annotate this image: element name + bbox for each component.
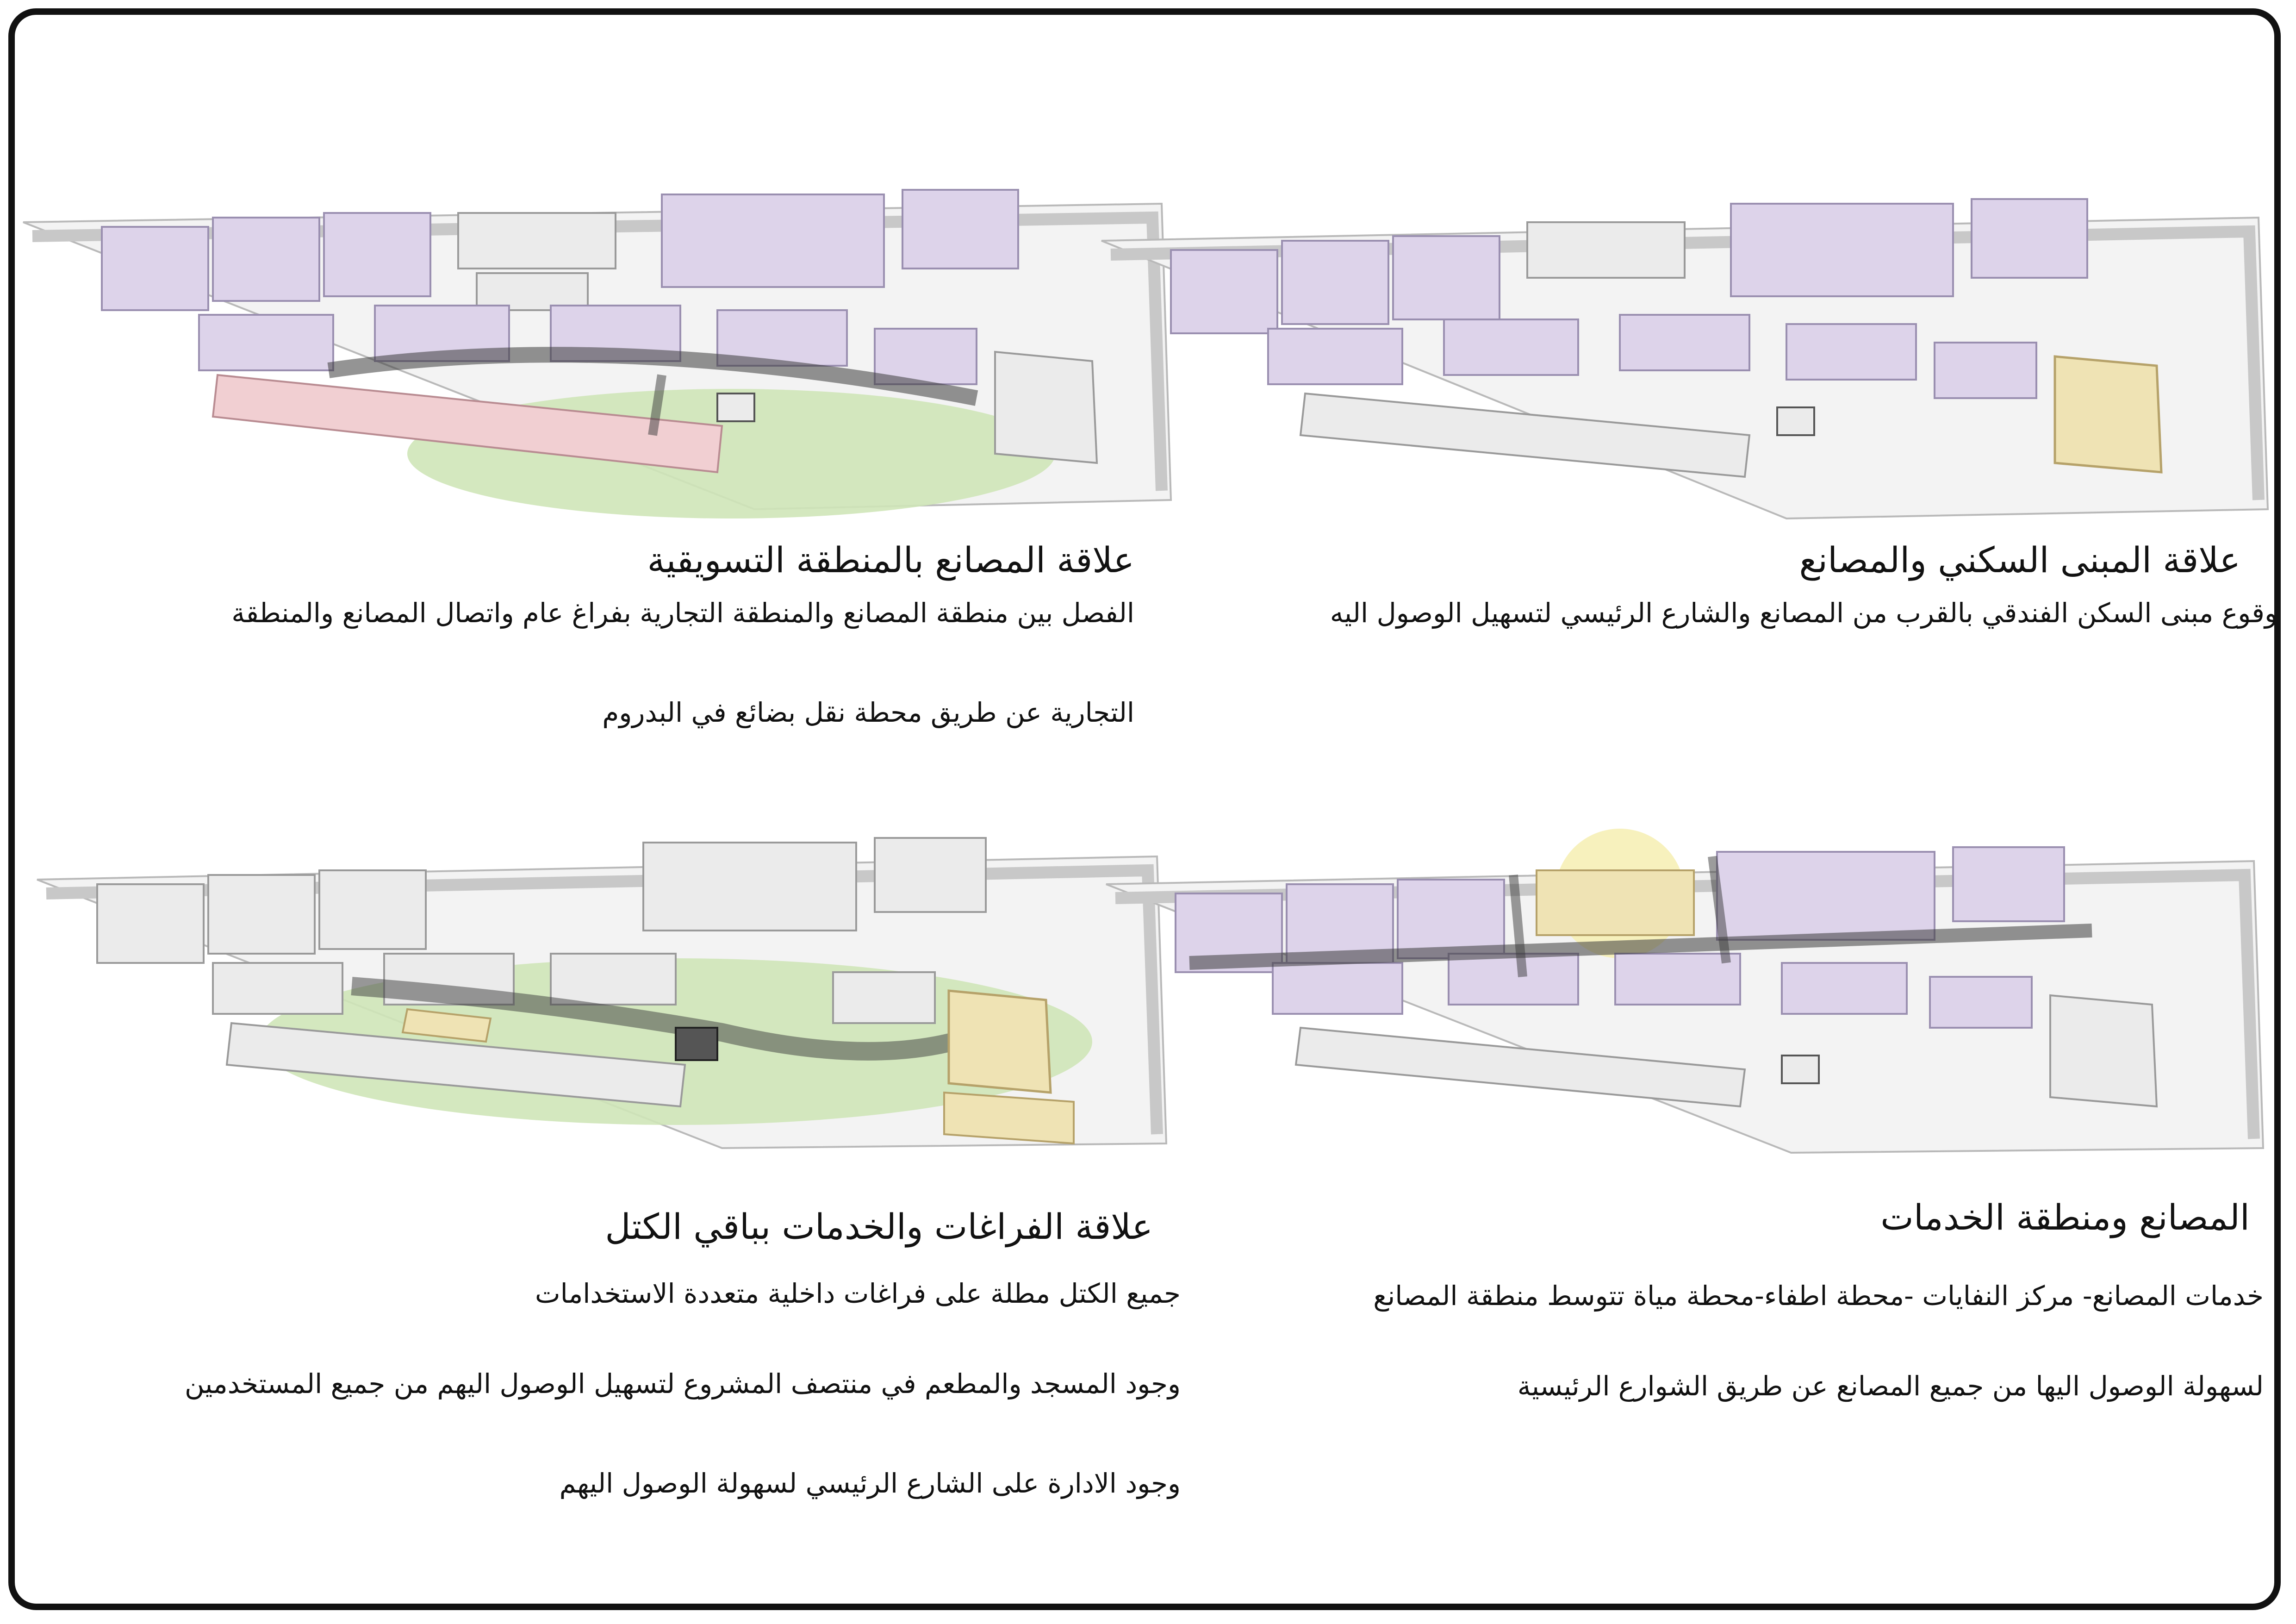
panel-description-line: وجود المسجد والمطعم في منتصف المشروع لتسهيل الوصول اليهم من جميع المستخدمين (185, 1368, 1181, 1399)
service-blocks (1537, 870, 1694, 935)
mosque (1782, 1056, 1819, 1083)
panel-description-line: الفصل بين منطقة المصانع والمنطقة التجارية بفراغ عام واتصال المصانع والمنطقة (231, 597, 1134, 629)
panel-title: علاقة الفراغات والخدمات بباقي الكتل (605, 1206, 1153, 1247)
site-plan-factories-commercial (14, 176, 1180, 537)
panel-title: علاقة المصانع بالمنطقة التسويقية (647, 539, 1134, 581)
admin-building (995, 352, 1097, 463)
panel-title: علاقة المبنى السكني والمصانع (1799, 539, 2240, 581)
site-plan-spaces-services (28, 824, 1185, 1157)
admin-building (944, 1093, 1074, 1143)
mosque (676, 1028, 717, 1060)
mosque (1777, 407, 1814, 435)
panel-spaces-services (28, 824, 1185, 1157)
panel-description-line: لسهولة الوصول اليها من جميع المصانع عن طريق الشوارع الرئيسية (1517, 1370, 2264, 1402)
housing-building (2055, 356, 2161, 472)
mosque (717, 394, 754, 421)
panel-description-line: وقوع مبنى السكن الفندقي بالقرب من المصانع والشارع الرئيسي لتسهيل الوصول اليه (1330, 597, 2277, 629)
admin-building (2050, 995, 2157, 1106)
site-plan-housing-factories (1092, 176, 2277, 537)
panel-description-line: جميع الكتل مطلة على فراغات داخلية متعددة الاستخدامات (535, 1278, 1181, 1309)
panel-description-line: وجود الادارة على الشارع الرئيسي لسهولة الوصول اليهم (559, 1468, 1181, 1499)
panel-title: المصانع ومنطقة الخدمات (1880, 1197, 2250, 1238)
panel-housing-factories (1092, 176, 2277, 537)
panel-description-line: خدمات المصانع- مركز النفايات -محطة اطفاء-محطة مياة تتوسط منطقة المصانع (1373, 1280, 2264, 1312)
panel-description-line: التجارية عن طريق محطة نقل بضائع في البدروم (602, 697, 1134, 728)
housing-building (949, 991, 1051, 1093)
service-blocks (1527, 222, 1685, 278)
site-plan-factories-services (1097, 824, 2277, 1157)
panel-factories-commercial (14, 176, 1180, 537)
panel-factories-services (1097, 824, 2277, 1157)
